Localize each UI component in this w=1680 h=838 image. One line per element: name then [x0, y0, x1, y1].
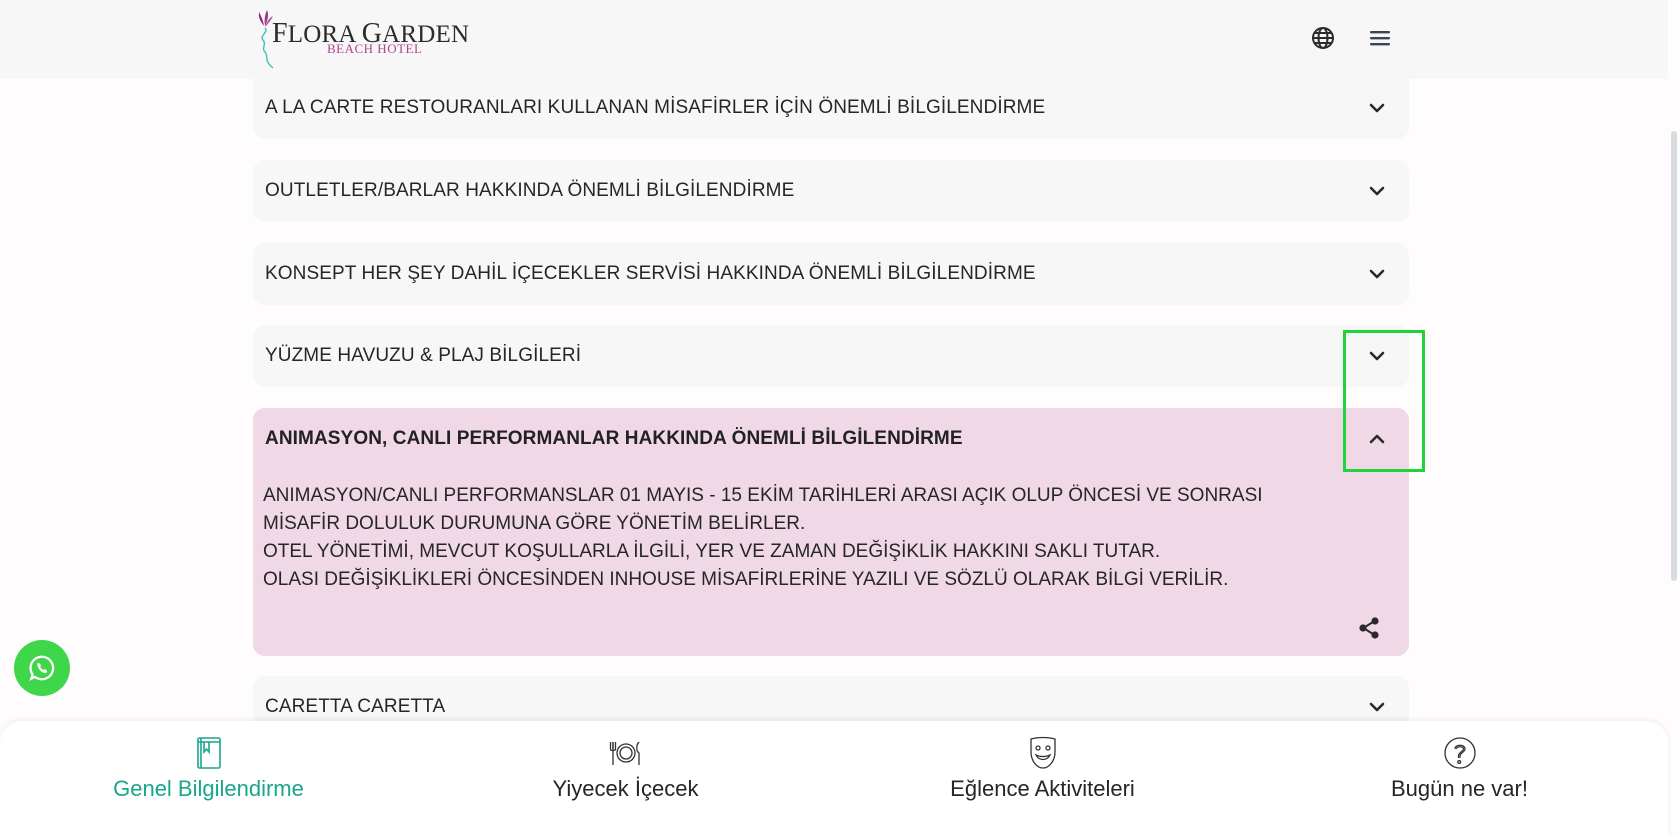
accordion-title: A LA CARTE RESTOURANLARI KULLANAN MİSAFİRLER İÇİN ÖNEMLİ BİLGİLENDİRME — [265, 97, 1046, 118]
accordion-header[interactable] — [253, 160, 1409, 222]
body-line: MİSAFİR DOLULUK DURUMUNA GÖRE YÖNETİM BELİRLER. — [263, 513, 806, 534]
nav-general-info[interactable] — [0, 721, 417, 838]
plate-cutlery-icon — [609, 736, 643, 770]
bottom-navigation — [0, 721, 1668, 838]
accordion-title: YÜZME HAVUZU & PLAJ BİLGİLERİ — [265, 345, 582, 366]
body-line: ANIMASYON/CANLI PERFORMANSLAR 01 MAYIS - 15 EKİM TARİHLERİ ARASI AÇIK OLUP ÖNCESİ VE SONRASI — [263, 485, 1263, 506]
page-scrollbar[interactable] — [1668, 0, 1680, 838]
logo-subtitle: BEACH HOTEL — [327, 41, 423, 56]
accordion-title: ANIMASYON, CANLI PERFORMANLAR HAKKINDA ÖNEMLİ BİLGİLENDİRME — [265, 428, 963, 449]
chevron-down-icon[interactable] — [1365, 96, 1389, 120]
whatsapp-button[interactable] — [14, 640, 70, 696]
book-icon — [192, 736, 226, 770]
chevron-down-icon[interactable] — [1365, 179, 1389, 203]
chevron-up-icon[interactable] — [1365, 427, 1389, 451]
body-line: OTEL YÖNETİMİ, MEVCUT KOŞULLARLA İLGİLİ, YER VE ZAMAN DEĞİŞİKLİK HAKKINI SAKLI TUTAR. — [263, 541, 1161, 562]
accordion-item-drinks-service[interactable] — [253, 243, 1409, 305]
globe-icon — [1311, 26, 1335, 50]
hamburger-menu-icon — [1369, 29, 1391, 47]
nav-food-drink[interactable] — [417, 721, 834, 838]
nav-label: Eğlence Aktiviteleri — [950, 776, 1135, 801]
accordion-title: OUTLETLER/BARLAR HAKKINDA ÖNEMLİ BİLGİLENDİRME — [265, 180, 795, 201]
language-button[interactable] — [1310, 25, 1336, 51]
nav-entertainment[interactable] — [834, 721, 1251, 838]
question-circle-icon — [1443, 736, 1477, 770]
body-line: OLASI DEĞİŞİKLİKLERİ ÖNCESİNDEN INHOUSE MİSAFİRLERİNE YAZILI VE SÖZLÜ OLARAK BİLGİ VERİLİR. — [263, 569, 1229, 590]
theater-mask-icon — [1026, 736, 1060, 770]
accordion-body — [263, 482, 1263, 594]
share-icon[interactable] — [1357, 616, 1381, 640]
scrollbar-thumb[interactable] — [1671, 131, 1677, 581]
accordion-item-outlets-bars[interactable] — [253, 160, 1409, 222]
nav-label: Yiyecek İçecek — [552, 776, 699, 801]
accordion-title: KONSEPT HER ŞEY DAHİL İÇECEKLER SERVİSİ HAKKINDA ÖNEMLİ BİLGİLENDİRME — [265, 263, 1036, 284]
chevron-down-icon[interactable] — [1365, 695, 1389, 719]
accordion-header[interactable] — [253, 243, 1409, 305]
site-header — [0, 0, 1668, 79]
chevron-down-icon[interactable] — [1365, 344, 1389, 368]
nav-label: Genel Bilgilendirme — [113, 776, 304, 801]
whatsapp-icon — [27, 653, 57, 683]
accordion-header[interactable] — [253, 77, 1409, 139]
nav-label: Bugün ne var! — [1391, 776, 1528, 801]
accordion-header[interactable] — [253, 325, 1409, 387]
chevron-down-icon[interactable] — [1365, 262, 1389, 286]
hotel-logo[interactable] — [253, 8, 470, 70]
accordion-title: CARETTA CARETTA — [265, 696, 446, 717]
logo-title: FLORA GARDEN — [272, 18, 470, 49]
accordion-header[interactable] — [253, 408, 1409, 470]
accordion-item-pool-beach[interactable] — [253, 325, 1409, 387]
nav-today[interactable] — [1251, 721, 1668, 838]
menu-button[interactable] — [1367, 25, 1393, 51]
accordion-item-animation[interactable] — [253, 408, 1409, 656]
